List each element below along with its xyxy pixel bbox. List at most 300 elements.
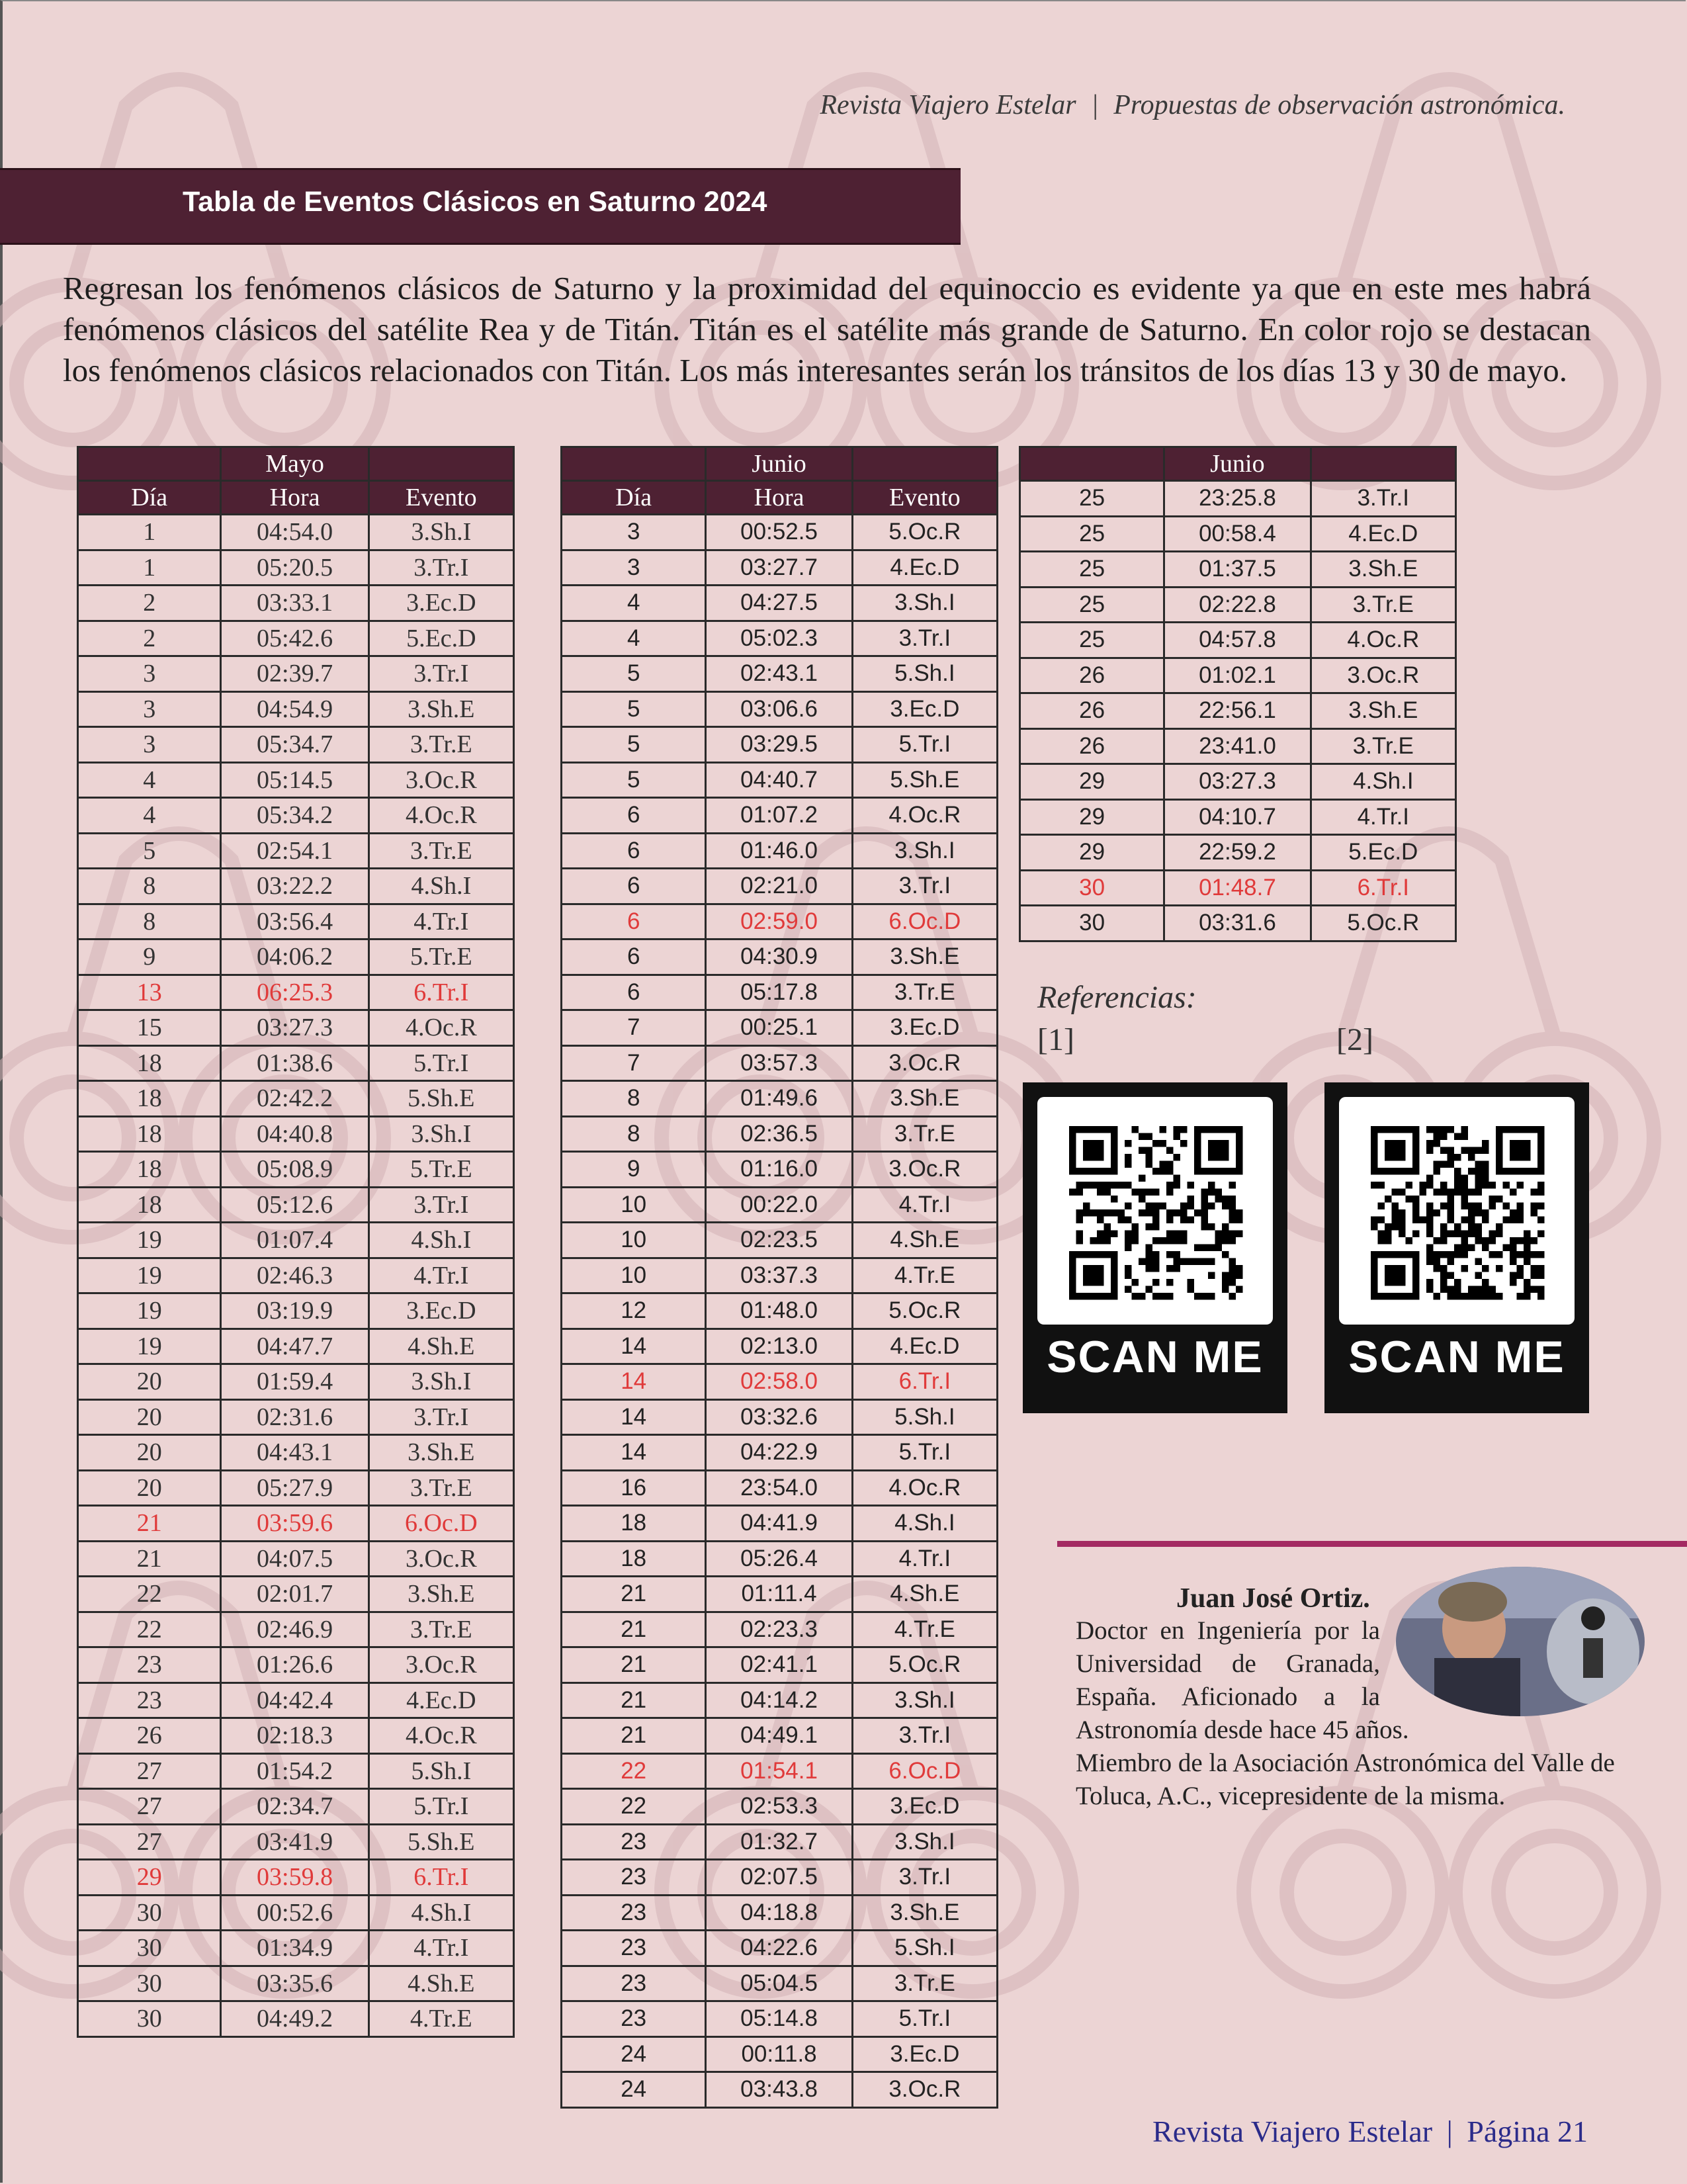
qr-code-2[interactable] [1324,1082,1589,1413]
qr-module [1461,1245,1469,1252]
cell-event: 3.Oc.R [852,1152,997,1188]
qr-module [1524,1231,1531,1238]
qr-module [1222,1251,1229,1258]
qr-module [1222,1196,1229,1203]
qr-module [1531,1251,1538,1258]
qr-module [1399,1223,1406,1231]
cell-time: 23:41.0 [1164,728,1311,764]
cell-day: 6 [562,939,706,975]
cell-time: 05:02.3 [706,621,852,656]
col-header-event: Evento [852,481,997,515]
cell-day: 5 [562,656,706,692]
qr-module [1385,1140,1406,1161]
qr-module [1125,1161,1132,1168]
qr-module [1426,1223,1434,1231]
watermark-lens [1244,1793,1442,1991]
qr-module [1229,1209,1236,1217]
watermark-lens [1455,1793,1654,1991]
table-row [78,1931,514,1966]
qr-module [1440,1133,1448,1141]
qr-module [1146,1258,1153,1266]
table-row [78,1647,514,1683]
qr-module [1139,1133,1146,1141]
qr-module [1132,1223,1139,1231]
qr-module [1454,1182,1461,1189]
qr-module [1461,1265,1469,1272]
qr-module [1503,1217,1510,1224]
qr-module [1118,1182,1125,1189]
qr-module [1104,1237,1111,1245]
cell-time: 05:34.2 [221,798,368,834]
qr-module [1434,1168,1441,1175]
qr-module [1378,1237,1385,1245]
qr-module [1201,1293,1209,1300]
cell-time: 01:38.6 [221,1045,368,1081]
cell-day: 26 [78,1718,221,1754]
qr-module [1174,1251,1181,1258]
cell-day: 30 [78,1966,221,2001]
cell-event: 4.Oc.R [852,1470,997,1506]
cell-event: 3.Tr.I [852,621,997,656]
qr-module [1152,1251,1160,1258]
cell-day: 29 [1020,835,1164,871]
cell-time: 01:54.2 [221,1753,368,1789]
qr-module [1537,1189,1545,1196]
qr-module [1489,1251,1496,1258]
cell-time: 04:22.6 [706,1931,852,1966]
qr-module [1482,1265,1489,1272]
qr-module [1440,1251,1448,1258]
qr-module [1426,1140,1434,1147]
table-june-2-month: Junio [1164,447,1311,481]
qr-module [1482,1279,1489,1286]
qr-module [1468,1223,1475,1231]
cell-day: 18 [78,1152,221,1188]
qr-module [1434,1133,1441,1141]
cell-time: 02:21.0 [706,869,852,904]
qr-module [1194,1258,1201,1266]
qr-module [1125,1237,1132,1245]
table-row [78,1010,514,1046]
qr-module [1412,1231,1420,1238]
qr-code-2-scan-label: SCAN ME [1348,1332,1565,1382]
qr-module [1076,1237,1084,1245]
cell-event: 4.Oc.R [1311,623,1455,658]
cell-day: 3 [78,691,221,727]
cell-time: 00:11.8 [706,2036,852,2072]
table-row [562,515,998,550]
cell-time: 05:14.5 [221,762,368,798]
cell-time: 03:35.6 [221,1966,368,2001]
qr-module [1236,1217,1243,1224]
qr-module [1090,1237,1098,1245]
cell-day: 20 [78,1470,221,1506]
qr-module [1434,1258,1441,1266]
cell-time: 04:10.7 [1164,799,1311,835]
cell-day: 26 [1020,658,1164,693]
qr-module [1378,1231,1385,1238]
qr-module [1166,1231,1174,1238]
qr-module [1215,1189,1223,1196]
cell-event: 3.Sh.I [852,586,997,621]
qr-module [1188,1258,1195,1266]
qr-module [1517,1293,1524,1300]
qr-module [1174,1182,1181,1189]
cell-event: 6.Oc.D [852,1753,997,1789]
cell-event: 3.Tr.E [852,1966,997,2001]
table-row [1020,481,1456,517]
cell-time: 01:48.0 [706,1293,852,1329]
qr-module [1392,1189,1399,1196]
cell-day: 30 [78,1895,221,1931]
table-row [78,656,514,692]
cell-event: 4.Sh.I [368,1223,513,1258]
qr-module [1531,1209,1538,1217]
qr-module [1146,1133,1153,1141]
qr-module [1125,1217,1132,1224]
table-row [78,1223,514,1258]
qr-module [1139,1175,1146,1182]
table-row [562,1966,998,2001]
qr-module [1426,1286,1434,1293]
cell-time: 03:27.7 [706,550,852,586]
qr-module [1139,1258,1146,1266]
qr-module [1510,1279,1517,1286]
cell-event: 5.Ec.D [368,621,513,656]
cell-time: 02:31.6 [221,1399,368,1435]
cell-day: 21 [562,1647,706,1683]
table-row [78,691,514,727]
cell-day: 24 [562,2072,706,2108]
qr-module [1475,1182,1483,1189]
qr-module [1524,1237,1531,1245]
cell-time: 02:46.3 [221,1258,368,1293]
qr-module [1440,1161,1448,1168]
qr-module [1537,1272,1545,1280]
qr-module [1489,1203,1496,1210]
qr-module [1517,1265,1524,1272]
cell-time: 03:56.4 [221,904,368,939]
qr-module [1496,1196,1503,1203]
cell-event: 6.Tr.I [368,975,513,1010]
author-bio-line: Toluca, A.C., vicepresidente de la misma. [1076,1782,1506,1810]
qr-module [1371,1217,1378,1224]
cell-day: 26 [1020,693,1164,729]
qr-module [1517,1203,1524,1210]
qr-module [1139,1196,1146,1203]
cell-time: 04:57.8 [1164,623,1311,658]
cell-event: 5.Oc.R [852,1293,997,1329]
qr-module [1468,1147,1475,1155]
cell-day: 5 [562,727,706,763]
cell-day: 4 [78,798,221,834]
qr-module [1531,1189,1538,1196]
table-row [562,2072,998,2108]
cell-day: 19 [78,1223,221,1258]
cell-day: 30 [78,2001,221,2037]
qr-module [1188,1279,1195,1286]
qr-module [1461,1126,1469,1133]
qr-module [1152,1293,1160,1300]
footer-separator: | [1446,2115,1453,2148]
qr-module [1152,1203,1160,1210]
qr-module [1222,1286,1229,1293]
reference-1-label: [1] [1037,1022,1074,1057]
qr-module [1482,1147,1489,1155]
cell-event: 3.Sh.E [368,1577,513,1612]
cell-time: 02:18.3 [221,1718,368,1754]
qr-module [1454,1223,1461,1231]
qr-pattern-icon [1037,1097,1273,1325]
cell-day: 3 [562,550,706,586]
cell-time: 01:26.6 [221,1647,368,1683]
cell-day: 29 [1020,764,1164,800]
qr-module [1399,1209,1406,1217]
table-row [78,1116,514,1152]
cell-day: 18 [78,1081,221,1117]
qr-code-1[interactable] [1023,1082,1287,1413]
col-header-day: Día [562,481,706,515]
cell-day: 9 [562,1152,706,1188]
qr-module [1426,1147,1434,1155]
cell-event: 3.Oc.R [368,1541,513,1577]
col-header-time: Hora [706,481,852,515]
qr-module [1188,1182,1195,1189]
cell-time: 03:33.1 [221,586,368,621]
table-row [562,904,998,939]
qr-module [1236,1286,1243,1293]
qr-module [1537,1217,1545,1224]
cell-time: 04:47.7 [221,1329,368,1364]
table-row [562,1293,998,1329]
qr-module [1426,1258,1434,1266]
cell-day: 12 [562,1293,706,1329]
qr-module [1468,1154,1475,1161]
cell-event: 4.Tr.E [368,2001,513,2037]
cell-event: 4.Ec.D [852,1329,997,1364]
cell-event: 6.Oc.D [368,1506,513,1542]
qr-module [1448,1161,1455,1168]
cell-day: 3 [78,656,221,692]
col-header-day: Día [78,481,221,515]
qr-module [1434,1265,1441,1272]
qr-module [1188,1286,1195,1293]
author-bio-line: Astronomía desde hace 45 años. [1076,1716,1409,1744]
qr-module [1510,1258,1517,1266]
cell-event: 4.Oc.R [368,1718,513,1754]
cell-event: 3.Ec.D [852,691,997,727]
qr-module [1180,1209,1188,1217]
qr-module [1229,1182,1236,1189]
qr-module [1118,1209,1125,1217]
qr-module [1229,1258,1236,1266]
qr-module [1461,1133,1469,1141]
qr-module [1236,1265,1243,1272]
cell-day: 27 [78,1753,221,1789]
qr-module [1180,1140,1188,1147]
qr-module [1160,1237,1167,1245]
qr-module [1385,1231,1392,1238]
qr-module [1180,1217,1188,1224]
cell-time: 02:23.5 [706,1223,852,1258]
cell-event: 3.Sh.E [852,939,997,975]
cell-day: 25 [1020,552,1164,588]
qr-module [1236,1231,1243,1238]
cell-event: 3.Sh.I [852,833,997,869]
author-bio-line: Miembro de la Asociación Astronómica del Valle de [1076,1749,1615,1777]
cell-time: 03:19.9 [221,1293,368,1329]
cell-day: 4 [78,762,221,798]
table-row [562,1081,998,1117]
cell-event: 4.Oc.R [852,798,997,834]
cell-event: 3.Ec.D [852,1010,997,1046]
cell-day: 23 [562,2001,706,2037]
table-row [78,1187,514,1223]
cell-day: 14 [562,1435,706,1471]
qr-module [1194,1245,1201,1252]
qr-module [1448,1293,1455,1300]
cell-time: 04:49.2 [221,2001,368,2037]
qr-module [1461,1251,1469,1258]
qr-module [1537,1293,1545,1300]
cell-time: 03:59.8 [221,1860,368,1896]
qr-module [1482,1245,1489,1252]
table-row [1020,799,1456,835]
qr-module [1097,1231,1104,1238]
qr-module [1426,1279,1434,1286]
cell-time: 02:07.5 [706,1860,852,1896]
table-row [78,1399,514,1435]
qr-module [1222,1223,1229,1231]
table-row [562,1010,998,1046]
qr-module [1385,1237,1392,1245]
qr-module [1426,1245,1434,1252]
cell-event: 3.Tr.I [368,1399,513,1435]
table-row [78,904,514,939]
table-row [562,586,998,621]
qr-module [1434,1209,1441,1217]
qr-module [1229,1196,1236,1203]
table-row [78,1789,514,1825]
qr-code-1-image [1037,1097,1273,1325]
cell-time: 03:37.3 [706,1258,852,1293]
qr-module [1468,1293,1475,1300]
qr-module [1448,1189,1455,1196]
qr-module [1166,1217,1174,1224]
qr-module [1180,1126,1188,1133]
qr-module [1496,1293,1503,1300]
cell-time: 02:36.5 [706,1116,852,1152]
qr-module [1392,1223,1399,1231]
qr-module [1461,1217,1469,1224]
table-may [77,446,515,2038]
cell-time: 02:23.3 [706,1612,852,1647]
table-row [562,2036,998,2072]
qr-module [1448,1231,1455,1238]
qr-module [1174,1154,1181,1161]
qr-module [1510,1217,1517,1224]
cell-day: 13 [78,975,221,1010]
cell-event: 5.Sh.I [852,656,997,692]
cell-event: 3.Sh.I [852,1824,997,1860]
cell-event: 4.Tr.I [1311,799,1455,835]
table-row [1020,728,1456,764]
table-row [78,621,514,656]
qr-module [1517,1237,1524,1245]
qr-module [1222,1279,1229,1286]
qr-module [1166,1189,1174,1196]
table-row [562,1541,998,1577]
qr-module [1371,1182,1378,1189]
cell-event: 3.Oc.R [368,762,513,798]
cell-time: 01:07.2 [706,798,852,834]
qr-module [1385,1265,1406,1286]
qr-module [1201,1245,1209,1252]
cell-time: 03:43.8 [706,2072,852,2108]
cell-event: 4.Tr.I [852,1187,997,1223]
cell-day: 10 [562,1187,706,1223]
qr-module [1448,1258,1455,1266]
qr-module [1146,1286,1153,1293]
qr-module [1468,1203,1475,1210]
qr-module [1111,1182,1118,1189]
cell-time: 04:06.2 [221,939,368,975]
cell-day: 8 [78,869,221,904]
cell-time: 02:43.1 [706,656,852,692]
cell-time: 03:32.6 [706,1399,852,1435]
section-banner [0,168,961,245]
table-row [78,798,514,834]
cell-time: 02:58.0 [706,1364,852,1400]
qr-module [1475,1161,1483,1168]
cell-day: 4 [562,586,706,621]
qr-module [1517,1251,1524,1258]
qr-module [1229,1279,1236,1286]
cell-time: 01:32.7 [706,1824,852,1860]
cell-event: 4.Sh.I [368,1895,513,1931]
cell-time: 04:14.2 [706,1682,852,1718]
cell-time: 04:54.9 [221,691,368,727]
cell-day: 18 [78,1116,221,1152]
author-divider [1057,1541,1687,1547]
qr-module [1097,1237,1104,1245]
cell-event: 4.Tr.I [368,904,513,939]
table-row [562,1718,998,1754]
qr-module [1076,1217,1084,1224]
qr-module [1454,1154,1461,1161]
cell-day: 27 [78,1824,221,1860]
cell-day: 5 [562,691,706,727]
qr-module [1531,1265,1538,1272]
cell-event: 3.Oc.R [852,1045,997,1081]
qr-module [1152,1189,1160,1196]
qr-module [1420,1182,1427,1189]
qr-module [1461,1182,1469,1189]
qr-module [1146,1223,1153,1231]
qr-module [1132,1293,1139,1300]
table-row [78,1258,514,1293]
cell-time: 01:07.4 [221,1223,368,1258]
cell-event: 5.Ec.D [1311,835,1455,871]
header-separator: | [1091,90,1099,120]
qr-module [1454,1245,1461,1252]
qr-module [1496,1231,1503,1238]
cell-time: 01:37.5 [1164,552,1311,588]
table-row [562,762,998,798]
cell-event: 3.Tr.I [1311,481,1455,517]
cell-time: 03:27.3 [1164,764,1311,800]
table-row [78,1435,514,1471]
